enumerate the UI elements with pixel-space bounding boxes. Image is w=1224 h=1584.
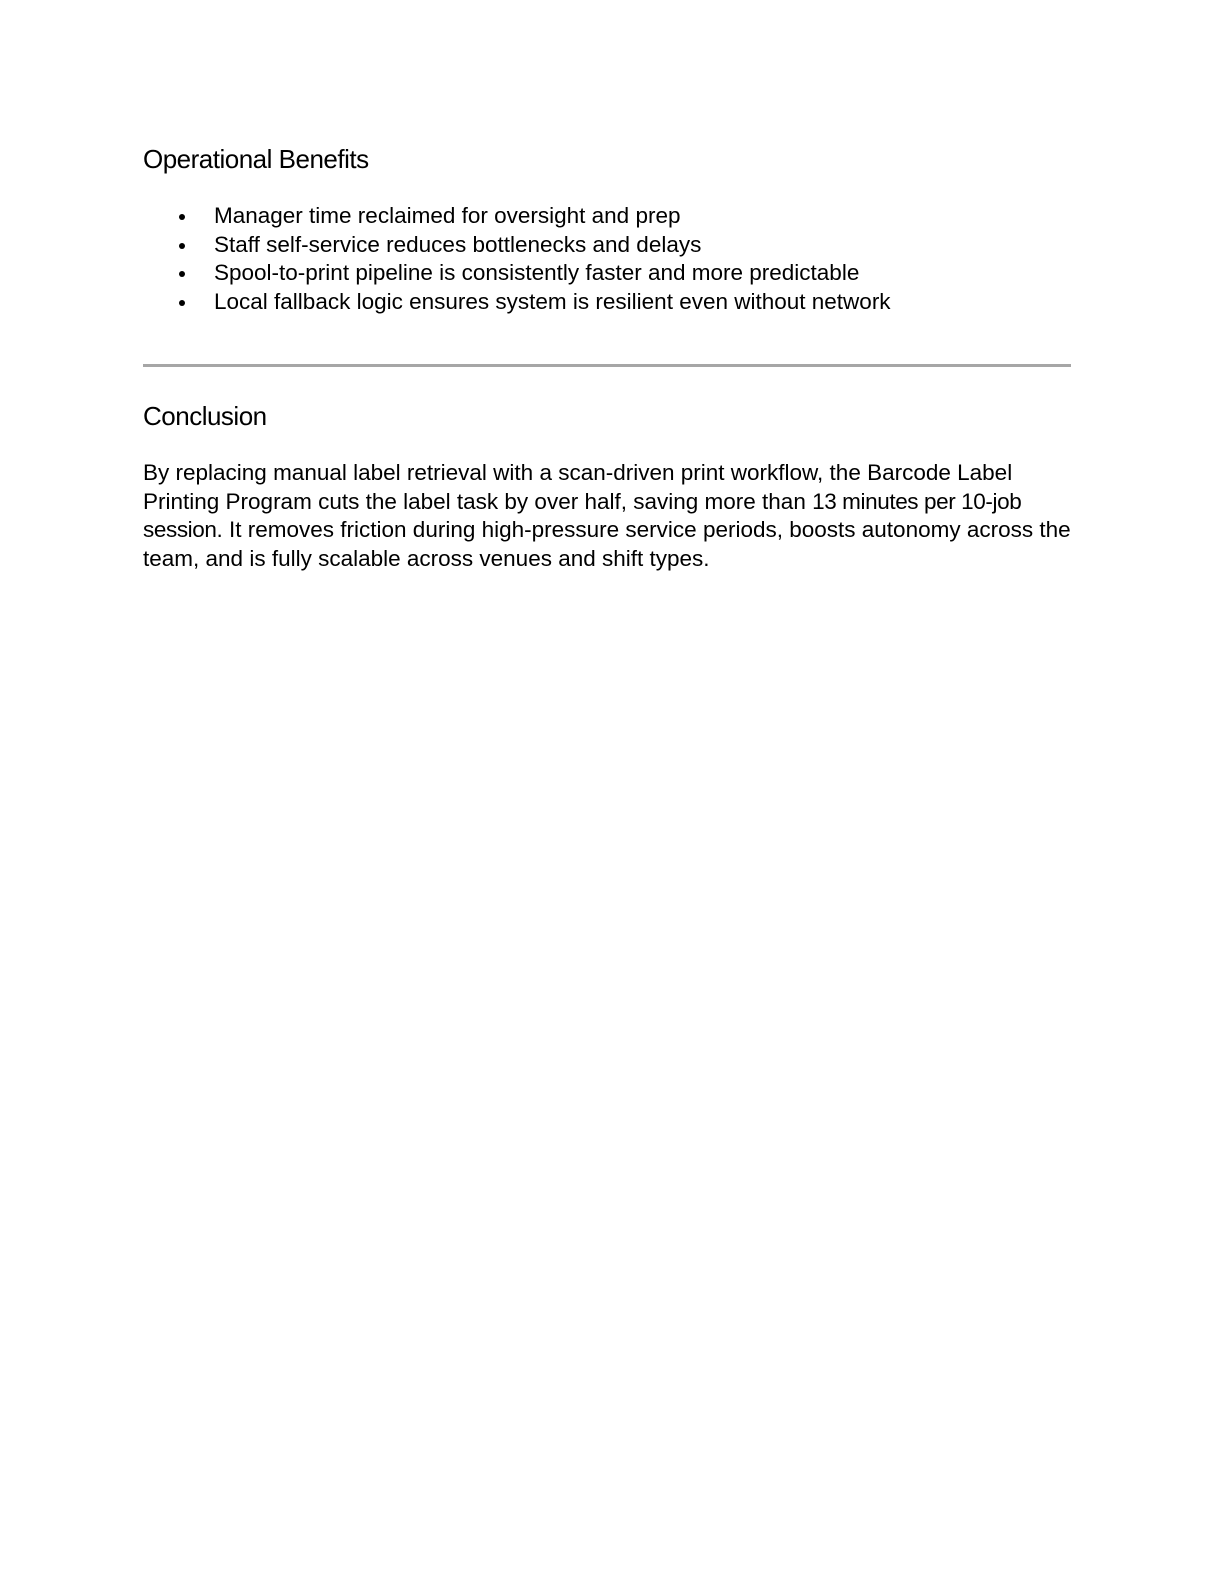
bullet-icon — [179, 214, 185, 220]
bullet-icon — [179, 243, 185, 249]
operational-benefits-heading: Operational Benefits — [143, 144, 369, 174]
conclusion-text-end: . It removes friction during high-pressure service periods, boosts autonomy across the team, and is fully scalable across venues and shift types. — [143, 517, 1071, 571]
list-item-text: Manager time reclaimed for oversight and prep — [214, 203, 681, 228]
list-item — [143, 231, 1071, 260]
section-divider — [143, 364, 1071, 367]
conclusion-text-start: By replacing manual label retrieval with a scan-driven print workflow, the Barcode Label Printing Program cuts the label task by over half, saving more than — [143, 460, 1013, 514]
list-item-text: Local fallback logic ensures system is resilient even without network — [214, 288, 891, 314]
list-item — [143, 288, 1071, 317]
benefits-list — [143, 202, 1071, 316]
list-item — [143, 259, 1071, 288]
list-item-text: Spool-to-print pipeline is consistently faster and more predictable — [214, 260, 860, 285]
list-item-text: Staff self-service reduces bottlenecks and delays — [214, 231, 702, 257]
bullet-icon — [179, 271, 185, 277]
conclusion-paragraph — [143, 459, 1071, 573]
bullet-icon — [179, 300, 185, 306]
conclusion-highlight: 13 minutes per 10-job session — [143, 488, 1022, 542]
list-item — [143, 202, 1071, 231]
conclusion-heading: Conclusion — [143, 401, 267, 431]
